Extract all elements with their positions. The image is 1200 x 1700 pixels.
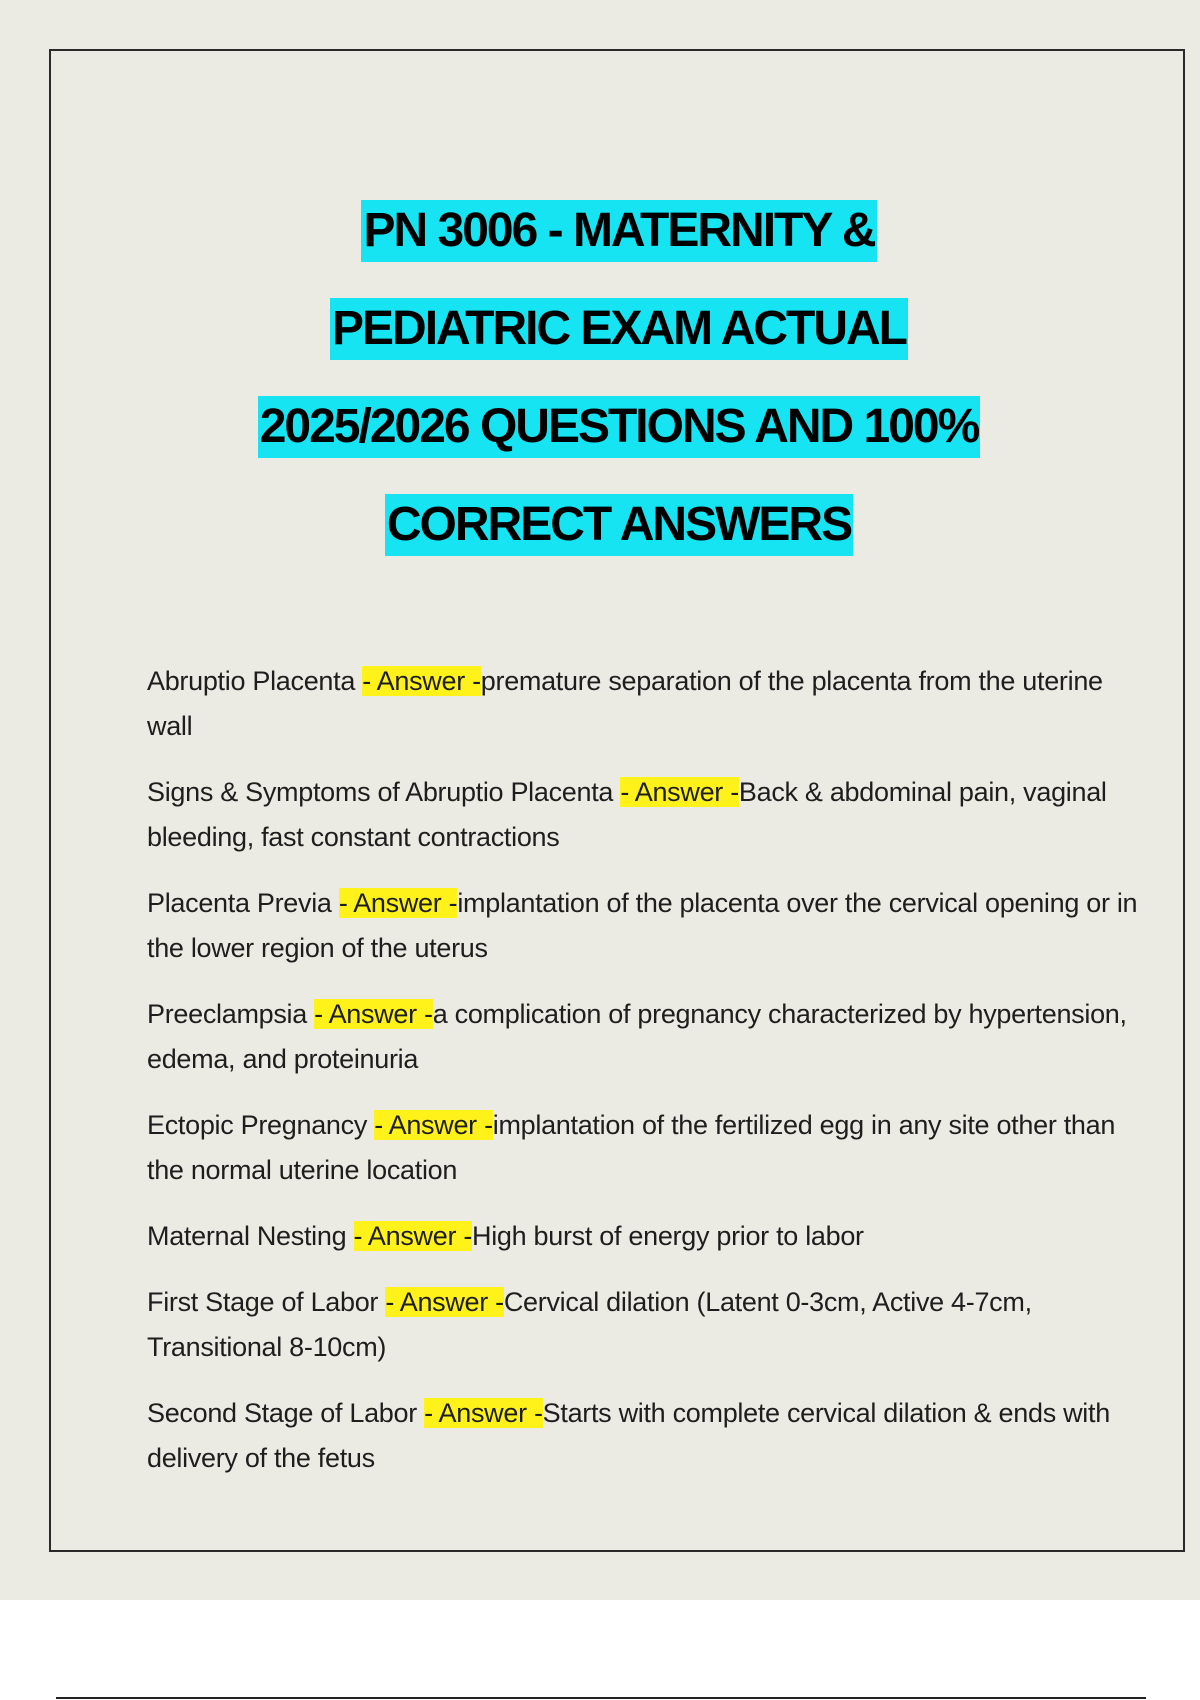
- entry-answer: High burst of energy prior to labor: [472, 1221, 864, 1251]
- entry-answer: a complication of pregnancy characterized by hypertension, edema, and proteinuria: [147, 999, 1127, 1074]
- qa-entry: [147, 659, 1147, 749]
- qa-entry: [147, 992, 1147, 1082]
- title-line: 2025/2026 QUESTIONS AND 100%: [258, 396, 981, 458]
- qa-entry: [147, 1103, 1147, 1193]
- answer-marker: - Answer -: [385, 1287, 504, 1317]
- entry-term: Ectopic Pregnancy: [147, 1110, 375, 1140]
- qa-entry: [147, 881, 1147, 971]
- qa-entry: [147, 1280, 1147, 1370]
- document-title: [51, 193, 1187, 585]
- answer-marker: - Answer -: [362, 666, 481, 696]
- entry-term: Maternal Nesting: [147, 1221, 354, 1251]
- qa-entry: [147, 1214, 1147, 1259]
- answer-marker: - Answer -: [620, 777, 739, 807]
- entry-answer: implantation of the placenta over the cervical opening or in the lower region of the uterus: [147, 888, 1138, 963]
- title-line: CORRECT ANSWERS: [385, 494, 853, 556]
- answer-marker: - Answer -: [338, 888, 458, 918]
- entry-term: Signs & Symptoms of Abruptio Placenta: [147, 777, 621, 807]
- entry-answer: premature separation of the placenta from the uterine wall: [147, 666, 1103, 741]
- answer-marker: - Answer -: [353, 1221, 473, 1251]
- entry-answer: Back & abdominal pain, vaginal bleeding, fast constant contractions: [147, 777, 1107, 852]
- entry-term: Placenta Previa: [147, 888, 339, 918]
- bottom-rule: [56, 1697, 1146, 1699]
- answer-marker: - Answer -: [314, 999, 433, 1029]
- entry-term: Second Stage of Labor: [147, 1398, 425, 1428]
- entry-answer: Starts with complete cervical dilation & ends with delivery of the fetus: [147, 1398, 1110, 1473]
- qa-list: [147, 659, 1147, 1502]
- answer-marker: - Answer -: [374, 1110, 493, 1140]
- document-frame: [49, 49, 1185, 1552]
- qa-entry: [147, 1391, 1147, 1481]
- answer-marker: - Answer -: [424, 1398, 543, 1428]
- entry-term: Preeclampsia: [147, 999, 315, 1029]
- title-line: PEDIATRIC EXAM ACTUAL: [330, 298, 908, 360]
- title-line: PN 3006 - MATERNITY &: [361, 200, 876, 262]
- entry-answer: implantation of the fertilized egg in any site other than the normal uterine location: [147, 1110, 1116, 1185]
- qa-entry: [147, 770, 1147, 860]
- entry-term: First Stage of Labor: [147, 1287, 386, 1317]
- entry-term: Abruptio Placenta: [147, 666, 363, 696]
- entry-answer: Cervical dilation (Latent 0-3cm, Active 4-7cm, Transitional 8-10cm): [147, 1287, 1032, 1362]
